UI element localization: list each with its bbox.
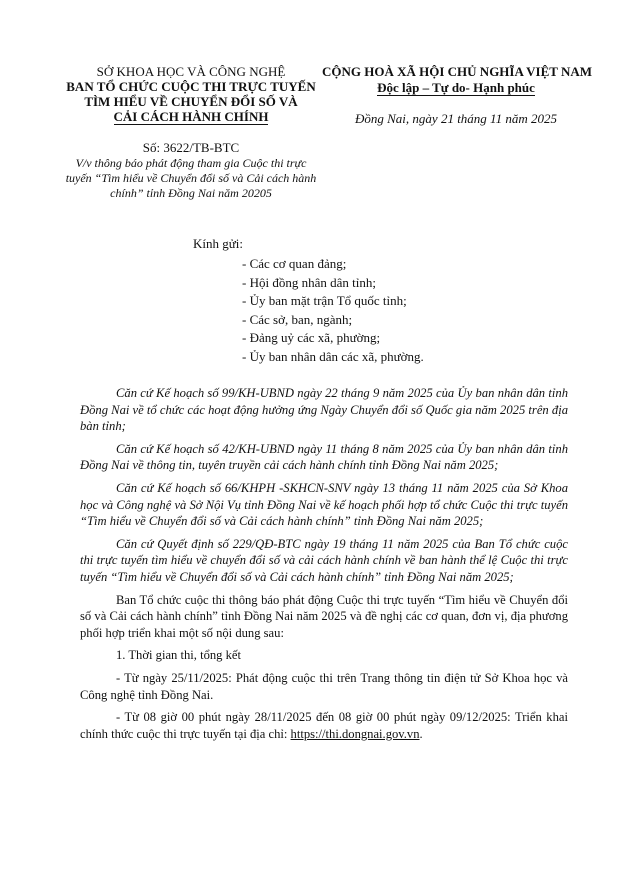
org-name-line3: CẢI CÁCH HÀNH CHÍNH: [113, 109, 269, 124]
document-body: [80, 385, 568, 748]
national-motto: Độc lập – Tự do- Hạnh phúc: [377, 80, 535, 95]
recipient-list: [242, 255, 424, 366]
document-number: Số: 3622/TB-BTC: [142, 140, 240, 155]
ministry-name: SỞ KHOA HỌC VÀ CÔNG NGHỆ: [96, 64, 286, 79]
org-name-line2: TÌM HIỂU VỀ CHUYỂN ĐỔI SỐ VÀ: [84, 94, 298, 109]
schedule-item: - Từ ngày 25/11/2025: Phát động cuộc thi trên Trang thông tin điện tử Sở Khoa học và Công nghệ tỉnh Đồng Nai.: [80, 670, 568, 702]
national-header: [322, 64, 593, 126]
section-heading: 1. Thời gian thi, tổng kết: [116, 648, 242, 663]
schedule-item-text: - Từ 08 giờ 00 phút ngày 28/11/2025 đến 08 giờ 00 phút ngày 09/12/2025: Triển khai chính thức cuộc thi trực tuyến tại địa chỉ:: [80, 710, 568, 741]
legal-basis-paragraph: Căn cứ Kế hoạch số 66/KHPH -SKHCN-SNV ngày 13 tháng 11 năm 2025 của Sở Khoa học và Công nghệ và Sở Nội Vụ tỉnh Đồng Nai về kế hoạch phối hợp tổ chức Cuộc thi trực tuyến “Tìm hiểu về Chuyển đổi số và Cải cách hành chính” tỉnh Đồng Nai năm 2025;: [80, 480, 568, 529]
issuer-block: [60, 64, 322, 125]
recipient-item: - Đảng uỷ các xã, phường;: [242, 330, 381, 345]
legal-basis-paragraph: Căn cứ Kế hoạch số 99/KH-UBND ngày 22 tháng 9 năm 2025 của Ủy ban nhân dân tỉnh Đồng Nai về tổ chức các hoạt động hưởng ứng Ngày Chuyển đổi số Quốc gia năm 2025 trên địa bàn tỉnh;: [80, 386, 568, 434]
recipient-item: - Hội đồng nhân dân tỉnh;: [242, 274, 376, 290]
place-date: Đồng Nai, ngày 21 tháng 11 năm 2025: [355, 111, 557, 126]
recipient-item: - Ủy ban nhân dân các xã, phường.: [242, 348, 424, 364]
recipient-item: - Các sở, ban, ngành;: [242, 311, 353, 327]
org-name-line1: BAN TỔ CHỨC CUỘC THI TRỰC TUYẾN: [66, 79, 316, 94]
kinh-gui-label: Kính gửi:: [193, 236, 244, 251]
legal-basis-paragraph: Căn cứ Kế hoạch số 42/KH-UBND ngày 11 tháng 8 năm 2025 của Ủy ban nhân dân tỉnh Đồng Nai về thông tin, tuyên truyền cải cách hành chính tỉnh Đồng Nai năm 2025;: [80, 441, 568, 473]
intro-paragraph: Ban Tổ chức cuộc thi thông báo phát động Cuộc thi trực tuyến “Tìm hiểu về Chuyển đổi số và Cải cách hành chính” tỉnh Đồng Nai năm 2025 và đề nghị các cơ quan, đơn vị, địa phương phối hợp triển khai một số nội dung sau:: [80, 592, 568, 640]
recipient-item: - Ủy ban mặt trận Tổ quốc tỉnh;: [242, 293, 407, 308]
document-subject: V/v thông báo phát động tham gia Cuộc thi trực tuyến “Tìm hiểu về Chuyển đổi số và Cải cách hành chính” tỉnh Đồng Nai năm 20205: [65, 156, 317, 200]
contest-url-link[interactable]: https://thi.dongnai.gov.vn: [290, 726, 420, 741]
schedule-item: [80, 709, 568, 742]
legal-basis-paragraph: Căn cứ Quyết định số 229/QĐ-BTC ngày 19 tháng 11 năm 2025 của Ban Tổ chức cuộc thi trực tuyến tìm hiểu về chuyển đổi số và cải cách hành chính về ban hành thể lệ Cuộc thi trực tuyến “Tìm hiểu về Chuyển đổi số và Cải cách hành chính” tỉnh Đồng Nai năm 2025;: [80, 536, 568, 584]
nation-title: CỘNG HOÀ XÃ HỘI CHỦ NGHĨA VIỆT NAM: [322, 64, 593, 79]
recipient-item: - Các cơ quan đảng;: [242, 256, 347, 271]
schedule-item-end: .: [419, 726, 423, 741]
